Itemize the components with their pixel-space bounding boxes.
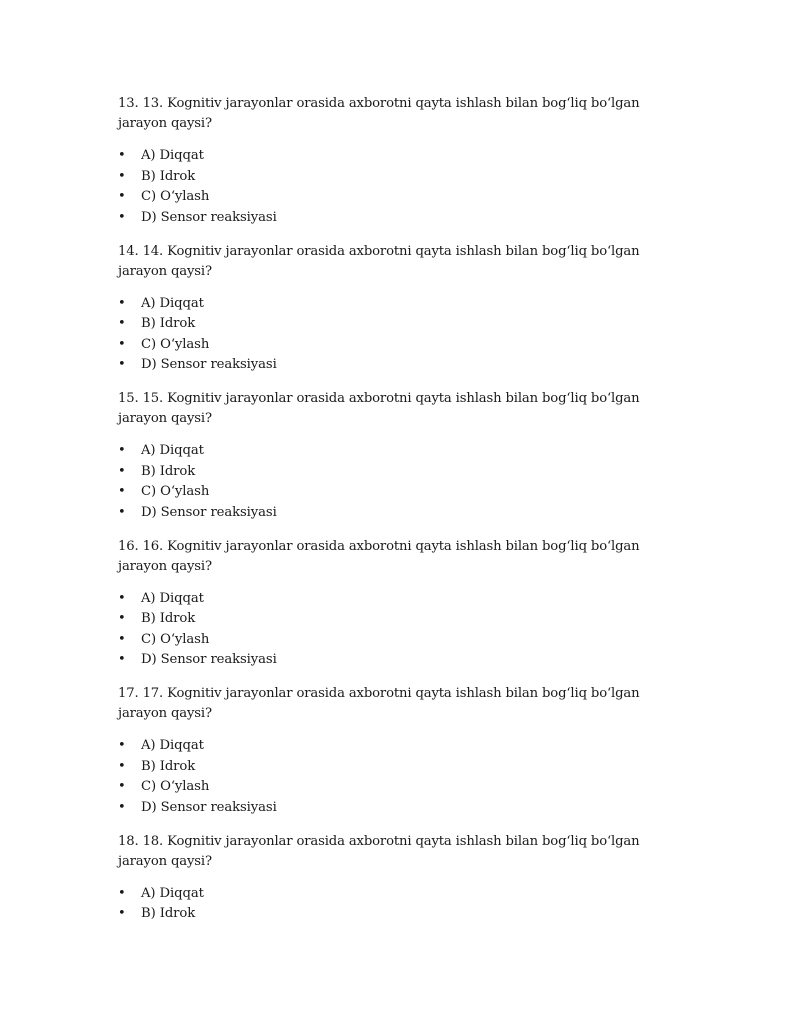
bullet-icon: • — [118, 611, 126, 627]
answer-option — [118, 187, 678, 208]
answer-option — [118, 167, 678, 188]
option-label: B) Idrok — [141, 463, 196, 479]
option-label: D) Sensor reaksiyasi — [141, 209, 277, 225]
bullet-icon: • — [118, 336, 126, 352]
option-label: B) Idrok — [141, 758, 196, 774]
question-text: 13. 13. Kognitiv jarayonlar orasida axborotni qayta ishlash bilan bog‘liq bo‘lgan jarayon qaysi? — [118, 96, 640, 131]
bullet-icon: • — [118, 209, 126, 225]
answer-option — [118, 208, 678, 229]
bullet-icon: • — [118, 357, 126, 373]
question-text: 15. 15. Kognitiv jarayonlar orasida axborotni qayta ishlash bilan bog‘liq bo‘lgan jarayon qaysi? — [118, 391, 640, 426]
answer-options — [118, 736, 678, 818]
answer-options — [118, 441, 678, 523]
answer-option — [118, 798, 678, 819]
answer-option — [118, 884, 678, 905]
option-label: C) O‘ylash — [141, 631, 210, 647]
question-text: 18. 18. Kognitiv jarayonlar orasida axborotni qayta ishlash bilan bog‘liq bo‘lgan jarayon qaysi? — [118, 833, 640, 869]
answer-option — [118, 904, 678, 925]
bullet-icon: • — [118, 484, 126, 500]
option-label: A) Diqqat — [141, 738, 204, 753]
answer-option — [118, 335, 678, 356]
bullet-icon: • — [118, 189, 126, 205]
bullet-icon: • — [118, 168, 126, 184]
answer-options — [118, 294, 678, 376]
answer-option — [118, 589, 678, 610]
answer-option — [118, 462, 678, 483]
bullet-icon: • — [118, 295, 126, 311]
option-label: C) O‘ylash — [141, 779, 210, 795]
answer-option — [118, 736, 678, 757]
answer-options — [118, 589, 678, 671]
bullet-icon: • — [118, 631, 126, 647]
option-label: A) Diqqat — [141, 295, 204, 311]
option-label: D) Sensor reaksiyasi — [141, 799, 277, 815]
question-block-13 — [118, 94, 678, 242]
option-label: A) Diqqat — [141, 443, 204, 458]
answer-option — [118, 777, 678, 798]
option-label: A) Diqqat — [141, 590, 204, 606]
question-block-16 — [118, 537, 678, 685]
answer-option — [118, 757, 678, 778]
bullet-icon: • — [118, 885, 126, 901]
answer-option — [118, 650, 678, 671]
document-page — [118, 94, 678, 979]
bullet-icon: • — [118, 148, 126, 163]
option-label: D) Sensor reaksiyasi — [141, 357, 277, 373]
bullet-icon: • — [118, 779, 126, 795]
question-text: 16. 16. Kognitiv jarayonlar orasida axborotni qayta ishlash bilan bog‘liq bo‘lgan jarayon qaysi? — [118, 538, 640, 574]
answer-option — [118, 630, 678, 651]
option-label: A) Diqqat — [141, 885, 204, 901]
option-label: D) Sensor reaksiyasi — [141, 652, 277, 668]
bullet-icon: • — [118, 652, 126, 668]
answer-option — [118, 355, 678, 376]
option-label: C) O‘ylash — [141, 189, 210, 205]
answer-option — [118, 482, 678, 503]
option-label: A) Diqqat — [141, 148, 204, 163]
question-block-15 — [118, 389, 678, 537]
answer-option — [118, 146, 678, 167]
bullet-icon: • — [118, 504, 126, 520]
bullet-icon: • — [118, 463, 126, 479]
answer-option — [118, 503, 678, 524]
bullet-icon: • — [118, 906, 126, 922]
question-block-17 — [118, 684, 678, 832]
answer-option — [118, 314, 678, 335]
bullet-icon: • — [118, 738, 126, 753]
bullet-icon: • — [118, 443, 126, 458]
option-label: B) Idrok — [141, 168, 196, 184]
option-label: C) O‘ylash — [141, 484, 210, 500]
bullet-icon: • — [118, 316, 126, 332]
option-label: D) Sensor reaksiyasi — [141, 504, 277, 520]
answer-options — [118, 146, 678, 228]
option-label: B) Idrok — [141, 611, 196, 627]
question-block-14 — [118, 242, 678, 390]
bullet-icon: • — [118, 758, 126, 774]
question-text: 17. 17. Kognitiv jarayonlar orasida axborotni qayta ishlash bilan bog‘liq bo‘lgan jarayon qaysi? — [118, 686, 640, 721]
option-label: C) O‘ylash — [141, 336, 210, 352]
answer-option — [118, 441, 678, 462]
answer-option — [118, 609, 678, 630]
answer-option — [118, 294, 678, 315]
option-label: B) Idrok — [141, 906, 196, 922]
question-block-18 — [118, 832, 678, 980]
question-text: 14. 14. Kognitiv jarayonlar orasida axborotni qayta ishlash bilan bog‘liq bo‘lgan jarayon qaysi? — [118, 243, 640, 279]
option-label: B) Idrok — [141, 316, 196, 332]
answer-options — [118, 884, 678, 925]
bullet-icon: • — [118, 799, 126, 815]
bullet-icon: • — [118, 590, 126, 606]
